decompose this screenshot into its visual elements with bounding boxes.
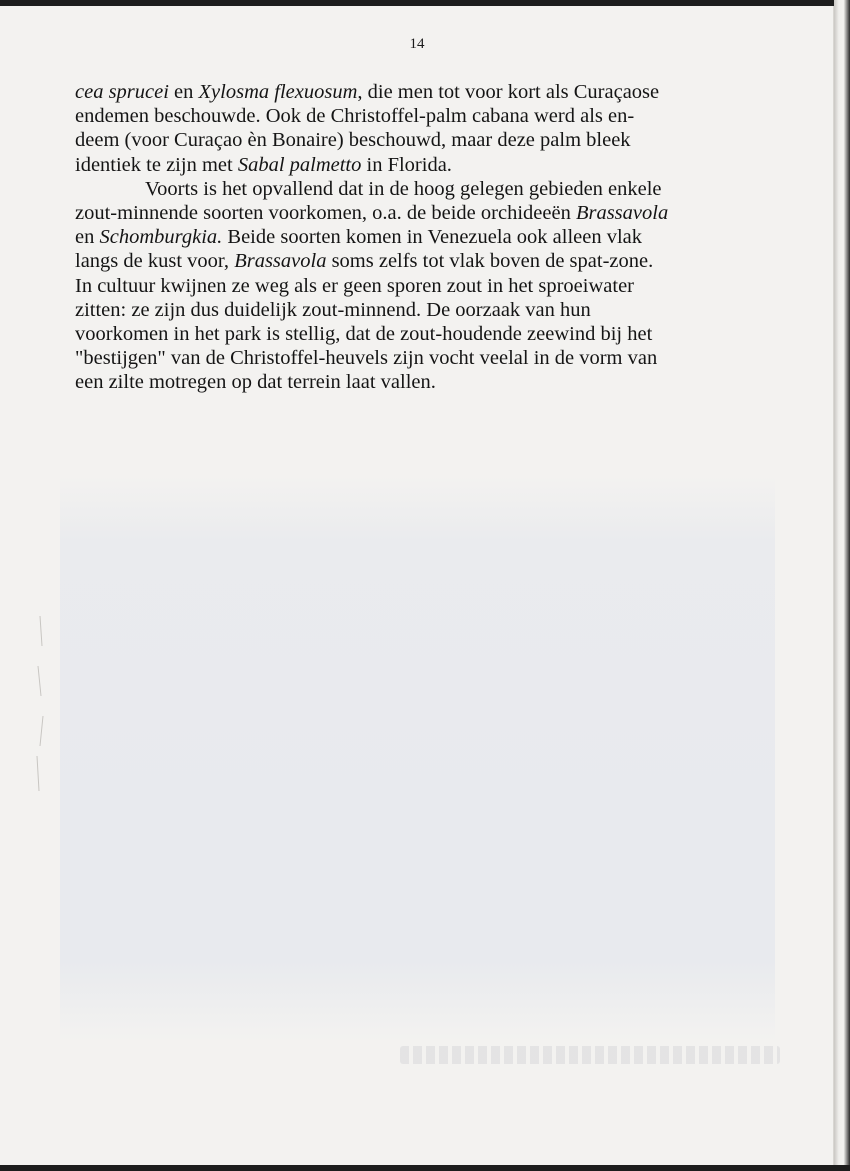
italic-species-name: Schomburgkia.	[99, 226, 223, 249]
text-line	[75, 177, 775, 201]
text-run: identiek te zijn met	[75, 153, 238, 176]
body-text	[75, 80, 775, 395]
paragraph	[75, 177, 775, 395]
italic-species-name: Brassavola	[234, 250, 327, 273]
text-run: en	[168, 81, 199, 103]
document-page	[0, 6, 834, 1165]
page-edge	[834, 0, 850, 1171]
text-run: deem (voor Curaçao èn Bonaire) beschouwd, maar deze palm bleek	[75, 129, 631, 152]
page-number: 14	[409, 36, 425, 52]
text-line	[75, 322, 775, 346]
text-run: en	[75, 226, 100, 249]
text-run: endemen beschouwde. Ook de Christoffel-palm cabana werd als en-	[75, 105, 635, 128]
text-run: Voorts is het opvallend dat in de hoog gelegen gebieden enkele	[145, 177, 662, 200]
text-line	[75, 153, 775, 177]
text-run: Beide soorten komen in Venezuela ook alleen vlak	[222, 226, 643, 249]
text-line	[75, 346, 775, 370]
italic-species-name: cea sprucei	[75, 81, 169, 103]
text-run: , die men tot voor kort als Curaçaose	[357, 81, 660, 103]
reverse-side-show-through	[60, 476, 775, 1041]
text-line	[75, 80, 775, 104]
text-run: in Florida.	[361, 153, 452, 176]
text-run: zitten: ze zijn dus duidelijk zout-minnend. De oorzaak van hun	[75, 298, 591, 321]
scan-bottom-border	[0, 1165, 850, 1171]
text-line	[75, 104, 775, 128]
text-run: "bestijgen" van de Christoffel-heuvels zijn vocht veelal in de vorm van	[75, 347, 658, 370]
text-run: soms zelfs tot vlak boven de spat-zone.	[326, 250, 654, 273]
text-line	[75, 201, 775, 225]
text-line	[75, 249, 775, 273]
text-run: langs de kust voor,	[75, 250, 235, 273]
text-run: zout-minnende soorten voorkomen, o.a. de beide orchideeën	[75, 202, 576, 225]
text-run: voorkomen in het park is stellig, dat de zout-houdende zeewind bij het	[75, 323, 653, 346]
text-line	[75, 274, 775, 298]
text-line	[75, 128, 775, 152]
text-run: In cultuur kwijnen ze weg als er geen sporen zout in het sproeiwater	[75, 274, 634, 297]
reverse-side-caption-show-through	[400, 1046, 780, 1064]
text-line	[75, 225, 775, 249]
italic-species-name: Sabal palmetto	[237, 153, 362, 176]
text-line	[75, 370, 775, 394]
italic-species-name: Brassavola	[575, 202, 669, 225]
italic-species-name: Xylosma flexuosum	[198, 81, 358, 103]
paragraph	[75, 80, 775, 177]
text-run: een zilte motregen op dat terrein laat vallen.	[75, 371, 436, 394]
text-line	[75, 298, 775, 322]
margin-smudge-marks	[28, 606, 68, 806]
